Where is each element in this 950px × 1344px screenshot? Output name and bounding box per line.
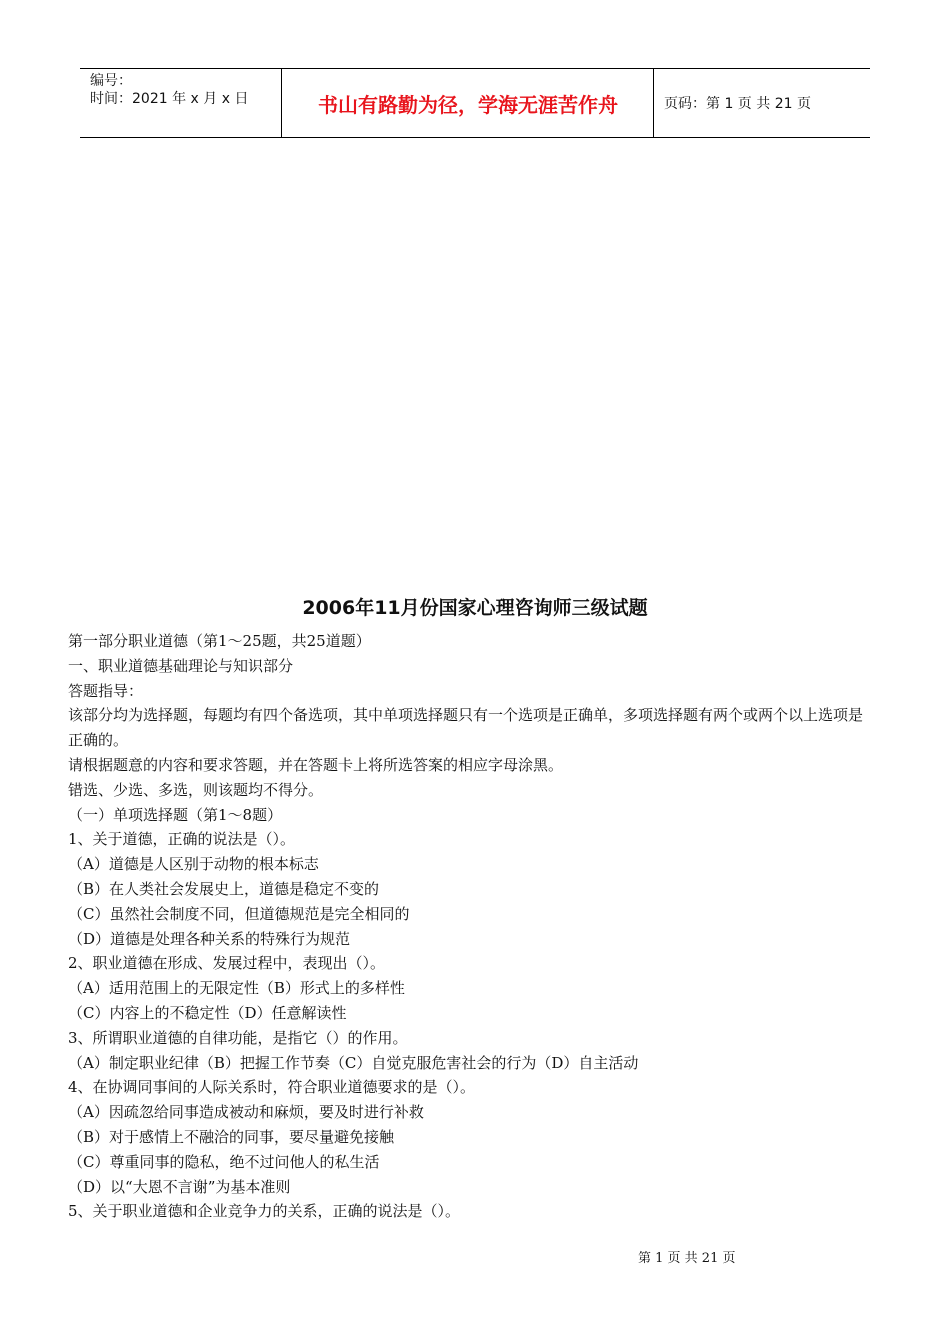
document-header	[80, 68, 870, 138]
text-line: 答题指导：	[68, 681, 144, 700]
option: （A）道德是人区别于动物的根本标志	[68, 855, 319, 874]
document-body	[68, 629, 874, 1224]
header-page-info: 页码：第 1 页 共 21 页	[664, 96, 811, 112]
question: 1、关于道德，正确的说法是（）。	[68, 830, 296, 849]
question: 3、所谓职业道德的自律功能，是指它（）的作用。	[68, 1028, 408, 1047]
header-motto: 书山有路勤为径，学海无涯苦作舟	[283, 69, 654, 137]
page-footer: 第 1 页 共 21 页	[638, 1251, 736, 1266]
time-label: 时间：2021 年 x 月 x 日	[90, 91, 249, 107]
option: （A）适用范围上的无限定性（B）形式上的多样性	[68, 979, 405, 998]
header-meta	[80, 69, 282, 137]
option: （C）虽然社会制度不同，但道德规范是完全相同的	[68, 904, 410, 923]
question: 4、在协调同事间的人际关系时，符合职业道德要求的是（）。	[68, 1078, 476, 1097]
option: （C）尊重同事的隐私，绝不过问他人的私生活	[68, 1152, 380, 1171]
question: 5、关于职业道德和企业竞争力的关系，正确的说法是（）。	[68, 1202, 461, 1221]
option: （D）道德是处理各种关系的特殊行为规范	[68, 929, 351, 948]
option: （A）制定职业纪律（B）把握工作节奏（C）自觉克服危害社会的行为（D）自主活动	[68, 1053, 639, 1072]
text-line: 请根据题意的内容和要求答题，并在答题卡上将所选答案的相应字母涂黑。	[68, 755, 564, 774]
option: （B）对于感情上不融洽的同事，要尽量避免接触	[68, 1127, 395, 1146]
option: （C）内容上的不稳定性（D）任意解读性	[68, 1003, 347, 1022]
text-line: 一、职业道德基础理论与知识部分	[68, 656, 294, 675]
page-title: 2006年11月份国家心理咨询师三级试题	[302, 597, 648, 619]
option: （A）因疏忽给同事造成被动和麻烦，要及时进行补救	[68, 1103, 424, 1122]
number-label: 编号：	[90, 73, 132, 89]
text-line: （一）单项选择题（第1～8题）	[68, 805, 283, 824]
option: （B）在人类社会发展史上，道德是稳定不变的	[68, 879, 380, 898]
option: （D）以“大恩不言谢”为基本准则	[68, 1177, 291, 1196]
text-line: 该部分均为选择题，每题均有四个备选项，其中单项选择题只有一个选项是正确单，多项选择题有两个或两个以上选项是正确的。	[68, 706, 864, 750]
question: 2、职业道德在形成、发展过程中，表现出（）。	[68, 954, 386, 973]
text-line: 第一部分职业道德（第1～25题，共25道题）	[68, 632, 371, 650]
text-line: 错选、少选、多选，则该题均不得分。	[68, 780, 324, 799]
